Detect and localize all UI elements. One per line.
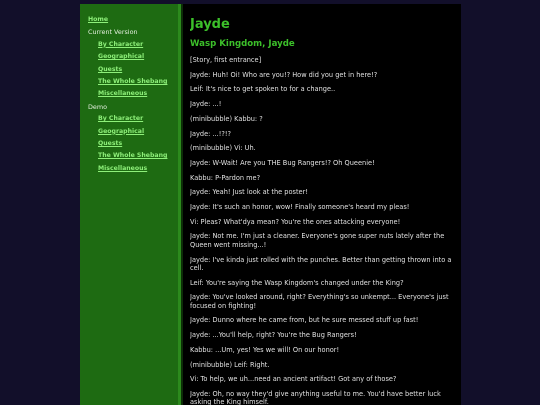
dialogue-line: Kabbu: ...Um, yes! Yes we will! On our honor!: [190, 345, 340, 354]
dialogue-line: Jayde: Not me. I'm just a cleaner. Everyone's gone super nuts lately after the Queen went missing...!: [190, 232, 445, 249]
nav-demo-whole-shebang-link[interactable]: The Whole Shebang: [98, 152, 168, 160]
section-heading: Wasp Kingdom, Jayde: [190, 39, 295, 49]
nav-demo-geographical-link[interactable]: Geographical: [98, 127, 145, 135]
dialogue-line: Kabbu: P-Pardon me?: [190, 173, 261, 182]
sidebar-divider: [181, 4, 183, 405]
nav-demo-by-character-link[interactable]: By Character: [98, 115, 144, 123]
dialogue-list: [190, 56, 456, 405]
dialogue-line: Jayde: You've looked around, right? Everything's so unkempt... Everyone's just focused on fighting!: [190, 293, 449, 310]
dialogue-line: Jayde: W-Wait! Are you THE Bug Rangers!? Oh Queenie!: [190, 158, 375, 167]
dialogue-line: Vi: To help, we uh...need an ancient artifact! Got any of those?: [190, 375, 397, 384]
nav-home-link[interactable]: Home: [88, 16, 109, 23]
dialogue-line: Jayde: Dunno where he came from, but he sure messed stuff up fast!: [190, 316, 419, 325]
dialogue-line: Vi: Pleas? What'dya mean? You're the ones attacking everyone!: [190, 217, 401, 226]
nav-current-geographical-link[interactable]: Geographical: [98, 53, 145, 61]
dialogue-line: Jayde: I've kinda just rolled with the punches. Better than getting thrown into a cell.: [190, 255, 452, 272]
sidebar-nav: [80, 14, 181, 175]
sidebar: [80, 4, 181, 405]
nav-demo-quests-link[interactable]: Quests: [98, 140, 123, 148]
dialogue-line: Jayde: Huh! Oi! Who are you!? How did you get in here!?: [190, 70, 378, 79]
page-title: Jayde: [190, 17, 230, 32]
dialogue-line: (minibubble) Vi: Uh.: [190, 144, 256, 153]
nav-current-version-heading: Current Version: [88, 28, 138, 37]
dialogue-line: Jayde: Oh, no way they'd give anything useful to me. You'd have better luck asking the King himself.: [190, 389, 441, 405]
nav-current-whole-shebang-link[interactable]: The Whole Shebang: [98, 78, 168, 86]
nav-current-by-character-link[interactable]: By Character: [98, 40, 144, 48]
dialogue-line: Leif: It's nice to get spoken to for a change..: [190, 85, 336, 94]
nav-current-miscellaneous-link[interactable]: Miscellaneous: [98, 90, 148, 98]
dialogue-line: Jayde: ...!: [190, 100, 222, 109]
dialogue-line: Leif: You're saying the Wasp Kingdom's changed under the King?: [190, 278, 404, 287]
dialogue-line: Jayde: ...!?!?: [190, 129, 232, 138]
dialogue-line: [Story, first entrance]: [190, 56, 262, 64]
dialogue-line: Jayde: Yeah! Just look at the poster!: [190, 188, 308, 197]
dialogue-line: Jayde: ...You'll help, right? You're the Bug Rangers!: [190, 331, 357, 340]
nav-current-quests-link[interactable]: Quests: [98, 65, 123, 73]
dialogue-line: Jayde: It's such an honor, wow! Finally someone's heard my pleas!: [190, 203, 410, 212]
nav-demo-miscellaneous-link[interactable]: Miscellaneous: [98, 164, 148, 172]
main-content: [190, 16, 456, 405]
page-frame: [80, 4, 461, 405]
dialogue-line: (minibubble) Leif: Right.: [190, 360, 270, 369]
nav-demo-heading: Demo: [88, 102, 107, 111]
dialogue-line: (minibubble) Kabbu: ?: [190, 114, 263, 123]
